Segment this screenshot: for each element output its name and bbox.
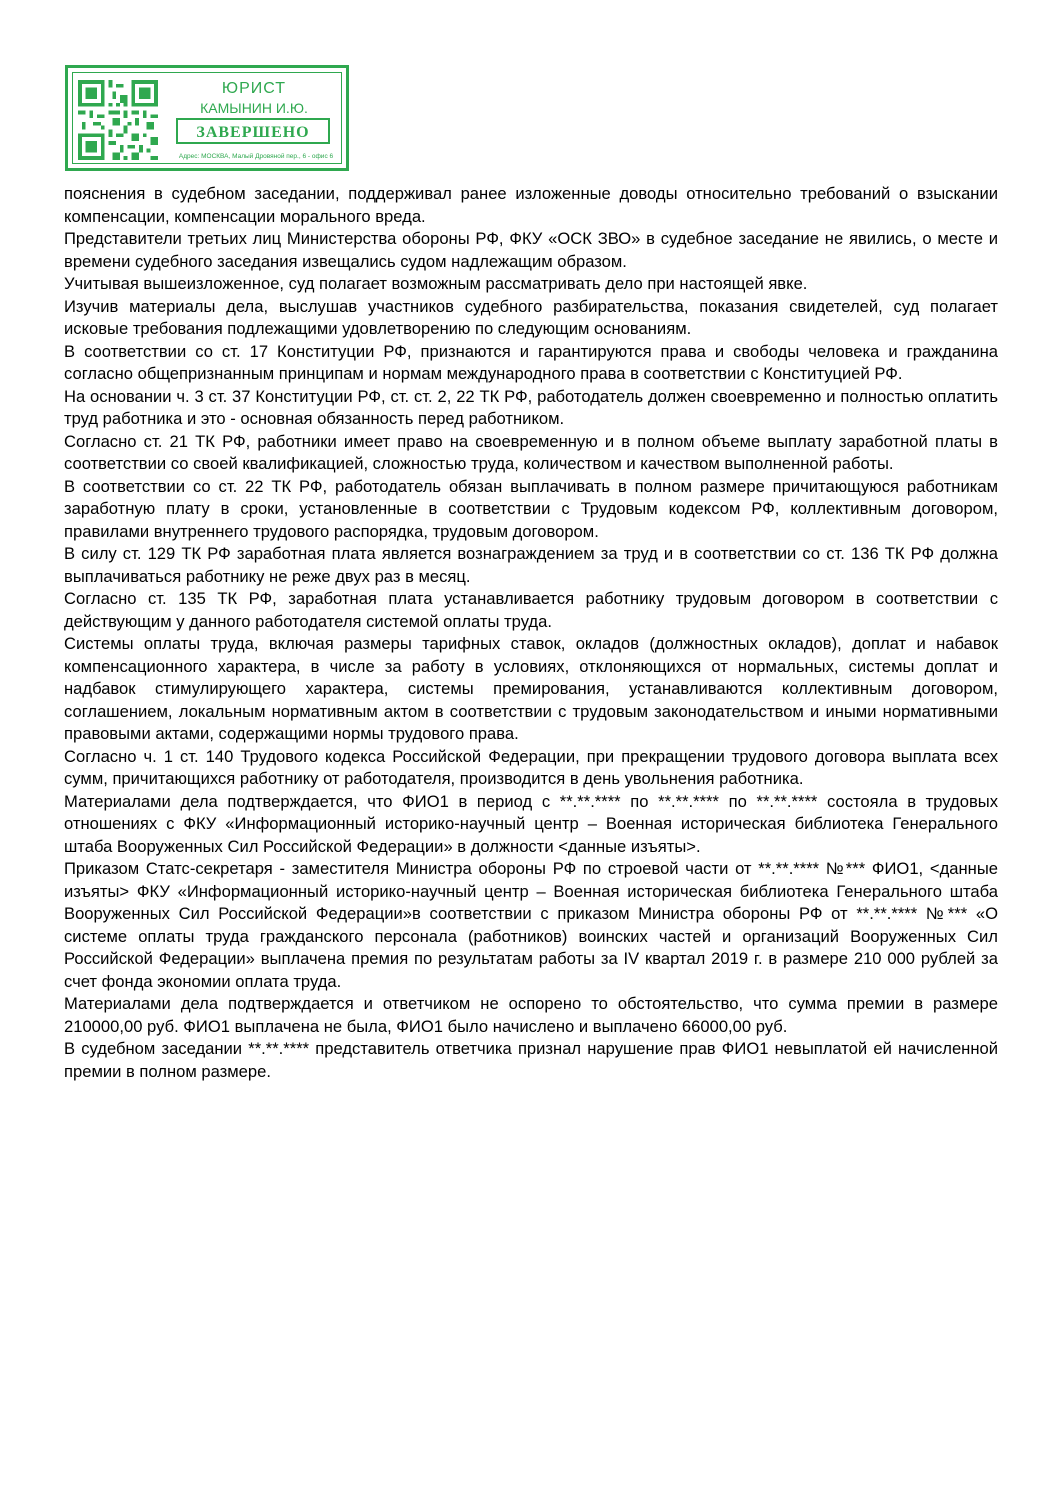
paragraph: В соответствии со ст. 17 Конституции РФ, признаются и гарантируются права и свободы человека и гражданина согласно общепризнанным принципам и нормам международного права в соответствии с Конституцией РФ. (64, 341, 998, 383)
paragraph: пояснения в судебном заседании, поддерживал ранее изложенные доводы относительно требований о взыскании компенсации, компенсации морального вреда. (64, 184, 998, 226)
qr-code-icon (78, 78, 158, 162)
paragraph: В соответствии со ст. 22 ТК РФ, работодатель обязан выплачивать в полном размере причитающуюся работникам заработную плату в сроки, установленные в соответствии с Трудовым кодексом РФ, коллективным договором, правилами внутреннего трудового распорядка, трудовым договором. (64, 476, 998, 541)
paragraph: Системы оплаты труда, включая размеры тарифных ставок, окладов (должностных окладов), доплат и набавок компенсационного характера, в числе за работу в условиях, отклоняющихся от нормальных, системы доплат и надбавок стимулирующего характера, системы премирования, устанавливаются коллективным договором, соглашением, локальным нормативным актом в соответствии с трудовым законодательством и иными нормативными правовыми актами, содержащими нормы трудового права. (64, 634, 998, 743)
stamp-status: ЗАВЕРШЕНО (176, 118, 330, 144)
paragraph: Согласно ст. 21 ТК РФ, работники имеет право на своевременную и в полном объеме выплату заработной платы в соответствии со своей квалификацией, сложностью труда, количеством и качеством выполненной работы. (64, 431, 998, 473)
paragraph: Представители третьих лиц Министерства обороны РФ, ФКУ «ОСК ЗВО» в судебное заседание не явились, о месте и времени судебного заседания извещались судом надлежащим образом. (64, 229, 998, 271)
paragraph: На основании ч. 3 ст. 37 Конституции РФ, ст. ст. 2, 22 ТК РФ, работодатель должен своевременно и полностью оплатить труд работника и это - основная обязанность перед работником. (64, 386, 998, 428)
document-body (64, 183, 998, 1083)
stamp-line-1: ЮРИСТ (221, 80, 287, 97)
paragraph: Материалами дела подтверждается, что ФИО1 в период с **.**.**** по **.**.**** по **.**.**** состояла в трудовых отношениях с ФКУ «Информационный историко-научный центр – Военная историческая библиотека Генерального штаба Вооруженных Сил Российской Федерации» в должности <данные изъяты>. (64, 791, 998, 856)
paragraph: Приказом Статс-секретаря - заместителя Министра обороны РФ по строевой части от **.**.**** №*** ФИО1, <данные изъяты> ФКУ «Информационный историко-научный центр – Военная историческая библиотека Генерального штаба Вооруженных Сил Российской Федерации»в соответствии с приказом Министра обороны РФ от **.**.**** №*** «О системе оплаты труда гражданского персонала (работников) воинских частей и организаций Вооруженных Сил Российской Федерации» выплачена премия по результатам работы за IV квартал 2019 г. в размере 210 000 рублей за счет фонда экономии оплата труда. (64, 859, 998, 991)
paragraph: Согласно ч. 1 ст. 140 Трудового кодекса Российской Федерации, при прекращении трудового договора выплата всех сумм, причитающихся работнику от работодателя, производится в день увольнения работника. (64, 746, 998, 788)
paragraph: В судебном заседании **.**.**** представитель ответчика признал нарушение прав ФИО1 невыплатой ей начисленной премии в полном размере. (64, 1039, 998, 1081)
paragraph: Изучив материалы дела, выслушав участников судебного разбирательства, показания свидетелей, суд полагает исковые требования подлежащими удовлетворению по следующим основаниям. (64, 296, 998, 338)
paragraph: Согласно ст. 135 ТК РФ, заработная плата устанавливается работнику трудовым договором в соответствии с действующим у данного работодателя системой оплаты труда. (64, 589, 998, 631)
stamp-address: Адрес: МОСКВА, Малый Дровяной пер., 6 - офис 6 (178, 153, 334, 160)
stamp-line-2: КАМЫНИН И.Ю. (200, 100, 308, 116)
lawyer-stamp (65, 65, 349, 171)
paragraph: Учитывая вышеизложенное, суд полагает возможным рассматривать дело при настоящей явке. (64, 274, 808, 293)
paragraph: Материалами дела подтверждается и ответчиком не оспорено то обстоятельство, что сумма премии в размере 210000,00 руб. ФИО1 выплачена не была, ФИО1 было начислено и выплачено 66000,00 руб. (64, 994, 998, 1036)
paragraph: В силу ст. 129 ТК РФ заработная плата является вознаграждением за труд и в соответствии со ст. 136 ТК РФ должна выплачиваться работнику не реже двух раз в месяц. (64, 544, 998, 586)
